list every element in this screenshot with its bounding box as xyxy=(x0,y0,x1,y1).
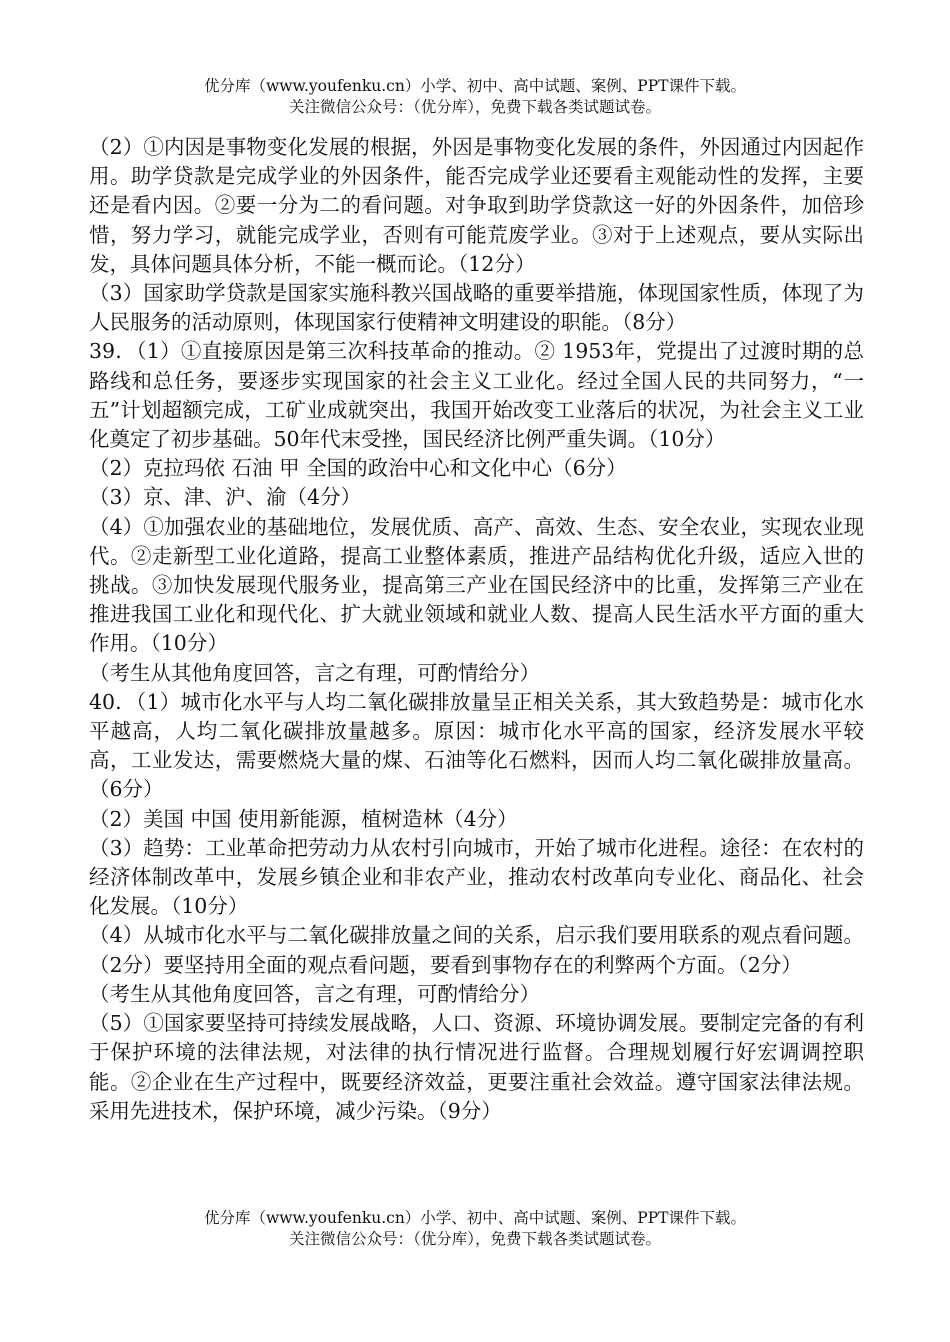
answer-paragraph: （4）从城市化水平与二氧化碳排放量之间的关系，启示我们要用联系的观点看问题。（2分）要坚持用全面的观点看问题，要看到事物存在的利弊两个方面。（2分） xyxy=(89,923,864,977)
footer-line-2: 关注微信公众号：（优分库），免费下载各类试题试卷。 xyxy=(288,1230,661,1248)
answer-paragraph: （3）京、津、沪、渝（4分） xyxy=(89,485,362,510)
answer-paragraph: （2）克拉玛依 石油 甲 全国的政治中心和文化中心（6分） xyxy=(89,456,627,481)
answer-paragraph: （考生从其他角度回答，言之有理，可酌情给分） xyxy=(89,660,540,685)
header-line-1: 优分库（www.youfenku.cn）小学、初中、高中试题、案例、PPT课件下载。 xyxy=(203,77,747,95)
answer-paragraph: 40．（1）城市化水平与人均二氧化碳排放量呈正相关关系，其大致趋势是：城市化水平越高，人均二氧化碳排放量越多。原因：城市化水平高的国家，经济发展水平较高，工业发达，需要燃烧大量的煤、石油等化石燃料，因而人均二氧化碳排放量高。（6分） xyxy=(89,689,864,802)
header-line-2: 关注微信公众号：（优分库），免费下载各类试题试卷。 xyxy=(288,98,661,116)
footer-line-1: 优分库（www.youfenku.cn）小学、初中、高中试题、案例、PPT课件下载。 xyxy=(203,1209,747,1227)
answer-paragraph: （4）①加强农业的基础地位，发展优质、高产、高效、生态、安全农业，实现农业现代。②走新型工业化道路，提高工业整体素质，推进产品结构优化升级，适应入世的挑战。③加快发展现代服务业，提高第三产业在国民经济中的比重，发挥第三产业在推进我国工业化和现代化、扩大就业领域和就业人数、提高人民生活水平方面的重大作用。（10分） xyxy=(89,514,864,656)
answer-paragraph: 39．（1）①直接原因是第三次科技革命的推动。② 1953年，党提出了过渡时期的总路线和总任务，要逐步实现国家的社会主义工业化。经过全国人民的共同努力，“一五”计划超额完成，工矿业成就突出，我国开始改变工业落后的状况，为社会主义工业化奠定了初步基础。50年代末受挫，国民经济比例严重失调。（10分） xyxy=(89,339,864,452)
page-header xyxy=(0,76,950,118)
answer-paragraph: （2）①内因是事物变化发展的根据，外因是事物变化发展的条件，外因通过内因起作用。助学贷款是完成学业的外因条件，能否完成学业还要看主观能动性的发挥，主要还是看内因。②要一分为二的看问题。对争取到助学贷款这一好的外因条件，加倍珍惜，努力学习，就能完成学业，否则有可能荒废学业。③对于上述观点，要从实际出发，具体问题具体分析，不能一概而论。（12分） xyxy=(89,135,864,276)
answer-paragraph: （3）国家助学贷款是国家实施科教兴国战略的重要举措施，体现国家性质，体现了为人民服务的活动原则，体现国家行使精神文明建设的职能。（8分） xyxy=(89,281,864,335)
answer-paragraph: （3）趋势：工业革命把劳动力从农村引向城市，开始了城市化进程。途径：在农村的经济体制改革中，发展乡镇企业和非农产业，推动农村改革向专业化、商品化、社会化发展。（10分） xyxy=(89,835,864,919)
page-footer xyxy=(0,1208,950,1250)
answer-paragraph: （考生从其他角度回答，言之有理，可酌情给分） xyxy=(89,981,540,1006)
answer-paragraph: （2）美国 中国 使用新能源，植树造林（4分） xyxy=(89,806,518,831)
answer-paragraph: （5）①国家要坚持可持续发展战略，人口、资源、环境协调发展。要制定完备的有利于保护环境的法律法规，对法律的执行情况进行监督。合理规划履行好宏调调控职能。②企业在生产过程中，既要经济效益，更要注重社会效益。遵守国家法律法规。采用先进技术，保护环境，减少污染。（9分） xyxy=(89,1011,864,1123)
answer-body xyxy=(89,133,864,1126)
